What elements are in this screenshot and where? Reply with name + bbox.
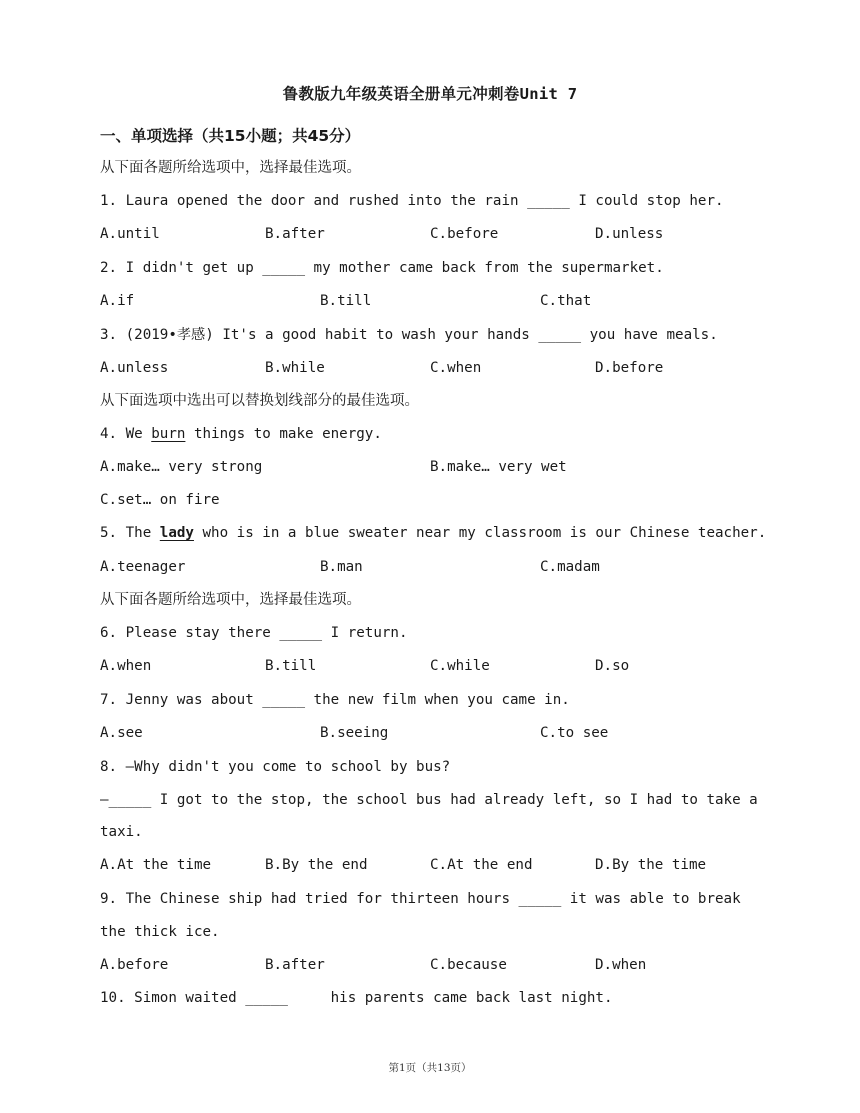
option-d: D.By the time (595, 857, 707, 873)
question-text: 4. We (100, 426, 152, 442)
instruction: 从下面各题所给选项中，选择最佳选项。 (100, 592, 361, 608)
underlined-word: lady (159, 525, 194, 541)
question-text: things to make energy. (185, 426, 382, 442)
question-1: 1. Laura opened the door and rushed into the rain _____ I could stop her. (100, 193, 724, 209)
option-c: C.while (430, 658, 490, 674)
underlined-word: burn (151, 426, 186, 442)
option-b: B.make… very wet (430, 459, 567, 475)
question-8: 8. —Why didn't you come to school by bus? (100, 759, 451, 775)
option-a: A.teenager (100, 559, 186, 575)
option-c: C.to see (540, 725, 609, 741)
question-7: 7. Jenny was about _____ the new film when you came in. (100, 692, 570, 708)
option-b: B.man (320, 559, 363, 575)
option-c: C.when (430, 360, 482, 376)
option-b: B.till (320, 293, 372, 309)
option-c: C.that (540, 293, 592, 309)
question-text: 5. The (100, 525, 160, 541)
question-text: who is in a blue sweater near my classroom is our Chinese teacher. (193, 525, 767, 541)
option-c: C.At the end (430, 857, 533, 873)
section-heading: 一、单项选择（共15小题；共45分） (100, 127, 361, 145)
option-c: C.set… on fire (100, 492, 220, 508)
option-c: C.before (430, 226, 499, 242)
option-d: D.when (595, 957, 647, 973)
instruction: 从下面各题所给选项中，选择最佳选项。 (100, 160, 361, 176)
option-a: A.see (100, 725, 143, 741)
instruction: 从下面选项中选出可以替换划线部分的最佳选项。 (100, 393, 419, 409)
question-8-continued: taxi. (100, 824, 143, 840)
question-10: 10. Simon waited _____ his parents came back last night. (100, 990, 613, 1006)
question-9: 9. The Chinese ship had tried for thirteen hours _____ it was able to break (100, 891, 741, 907)
option-a: A.before (100, 957, 169, 973)
page-title: 鲁教版九年级英语全册单元冲刺卷Unit 7 (282, 85, 578, 103)
option-d: D.unless (595, 226, 664, 242)
question-3: 3. (2019•孝感) It's a good habit to wash your hands _____ you have meals. (100, 327, 718, 343)
option-b: B.after (265, 957, 325, 973)
option-a: A.make… very strong (100, 459, 263, 475)
page-footer: 第1页（共13页） (388, 1062, 472, 1074)
option-a: A.when (100, 658, 152, 674)
option-b: B.By the end (265, 857, 368, 873)
option-b: B.while (265, 360, 325, 376)
option-a: A.until (100, 226, 160, 242)
option-a: A.if (100, 293, 135, 309)
option-b: B.seeing (320, 725, 389, 741)
question-6: 6. Please stay there _____ I return. (100, 625, 408, 641)
option-d: D.so (595, 658, 630, 674)
option-d: D.before (595, 360, 664, 376)
option-c: C.madam (540, 559, 600, 575)
option-b: B.till (265, 658, 317, 674)
question-2: 2. I didn't get up _____ my mother came back from the supermarket. (100, 260, 664, 276)
option-b: B.after (265, 226, 325, 242)
question-5 (100, 524, 766, 542)
option-c: C.because (430, 957, 507, 973)
option-a: A.At the time (100, 857, 212, 873)
question-4 (100, 425, 382, 443)
question-9-continued: the thick ice. (100, 924, 220, 940)
option-a: A.unless (100, 360, 169, 376)
question-8-continued: —_____ I got to the stop, the school bus had already left, so I had to take a (100, 792, 758, 808)
